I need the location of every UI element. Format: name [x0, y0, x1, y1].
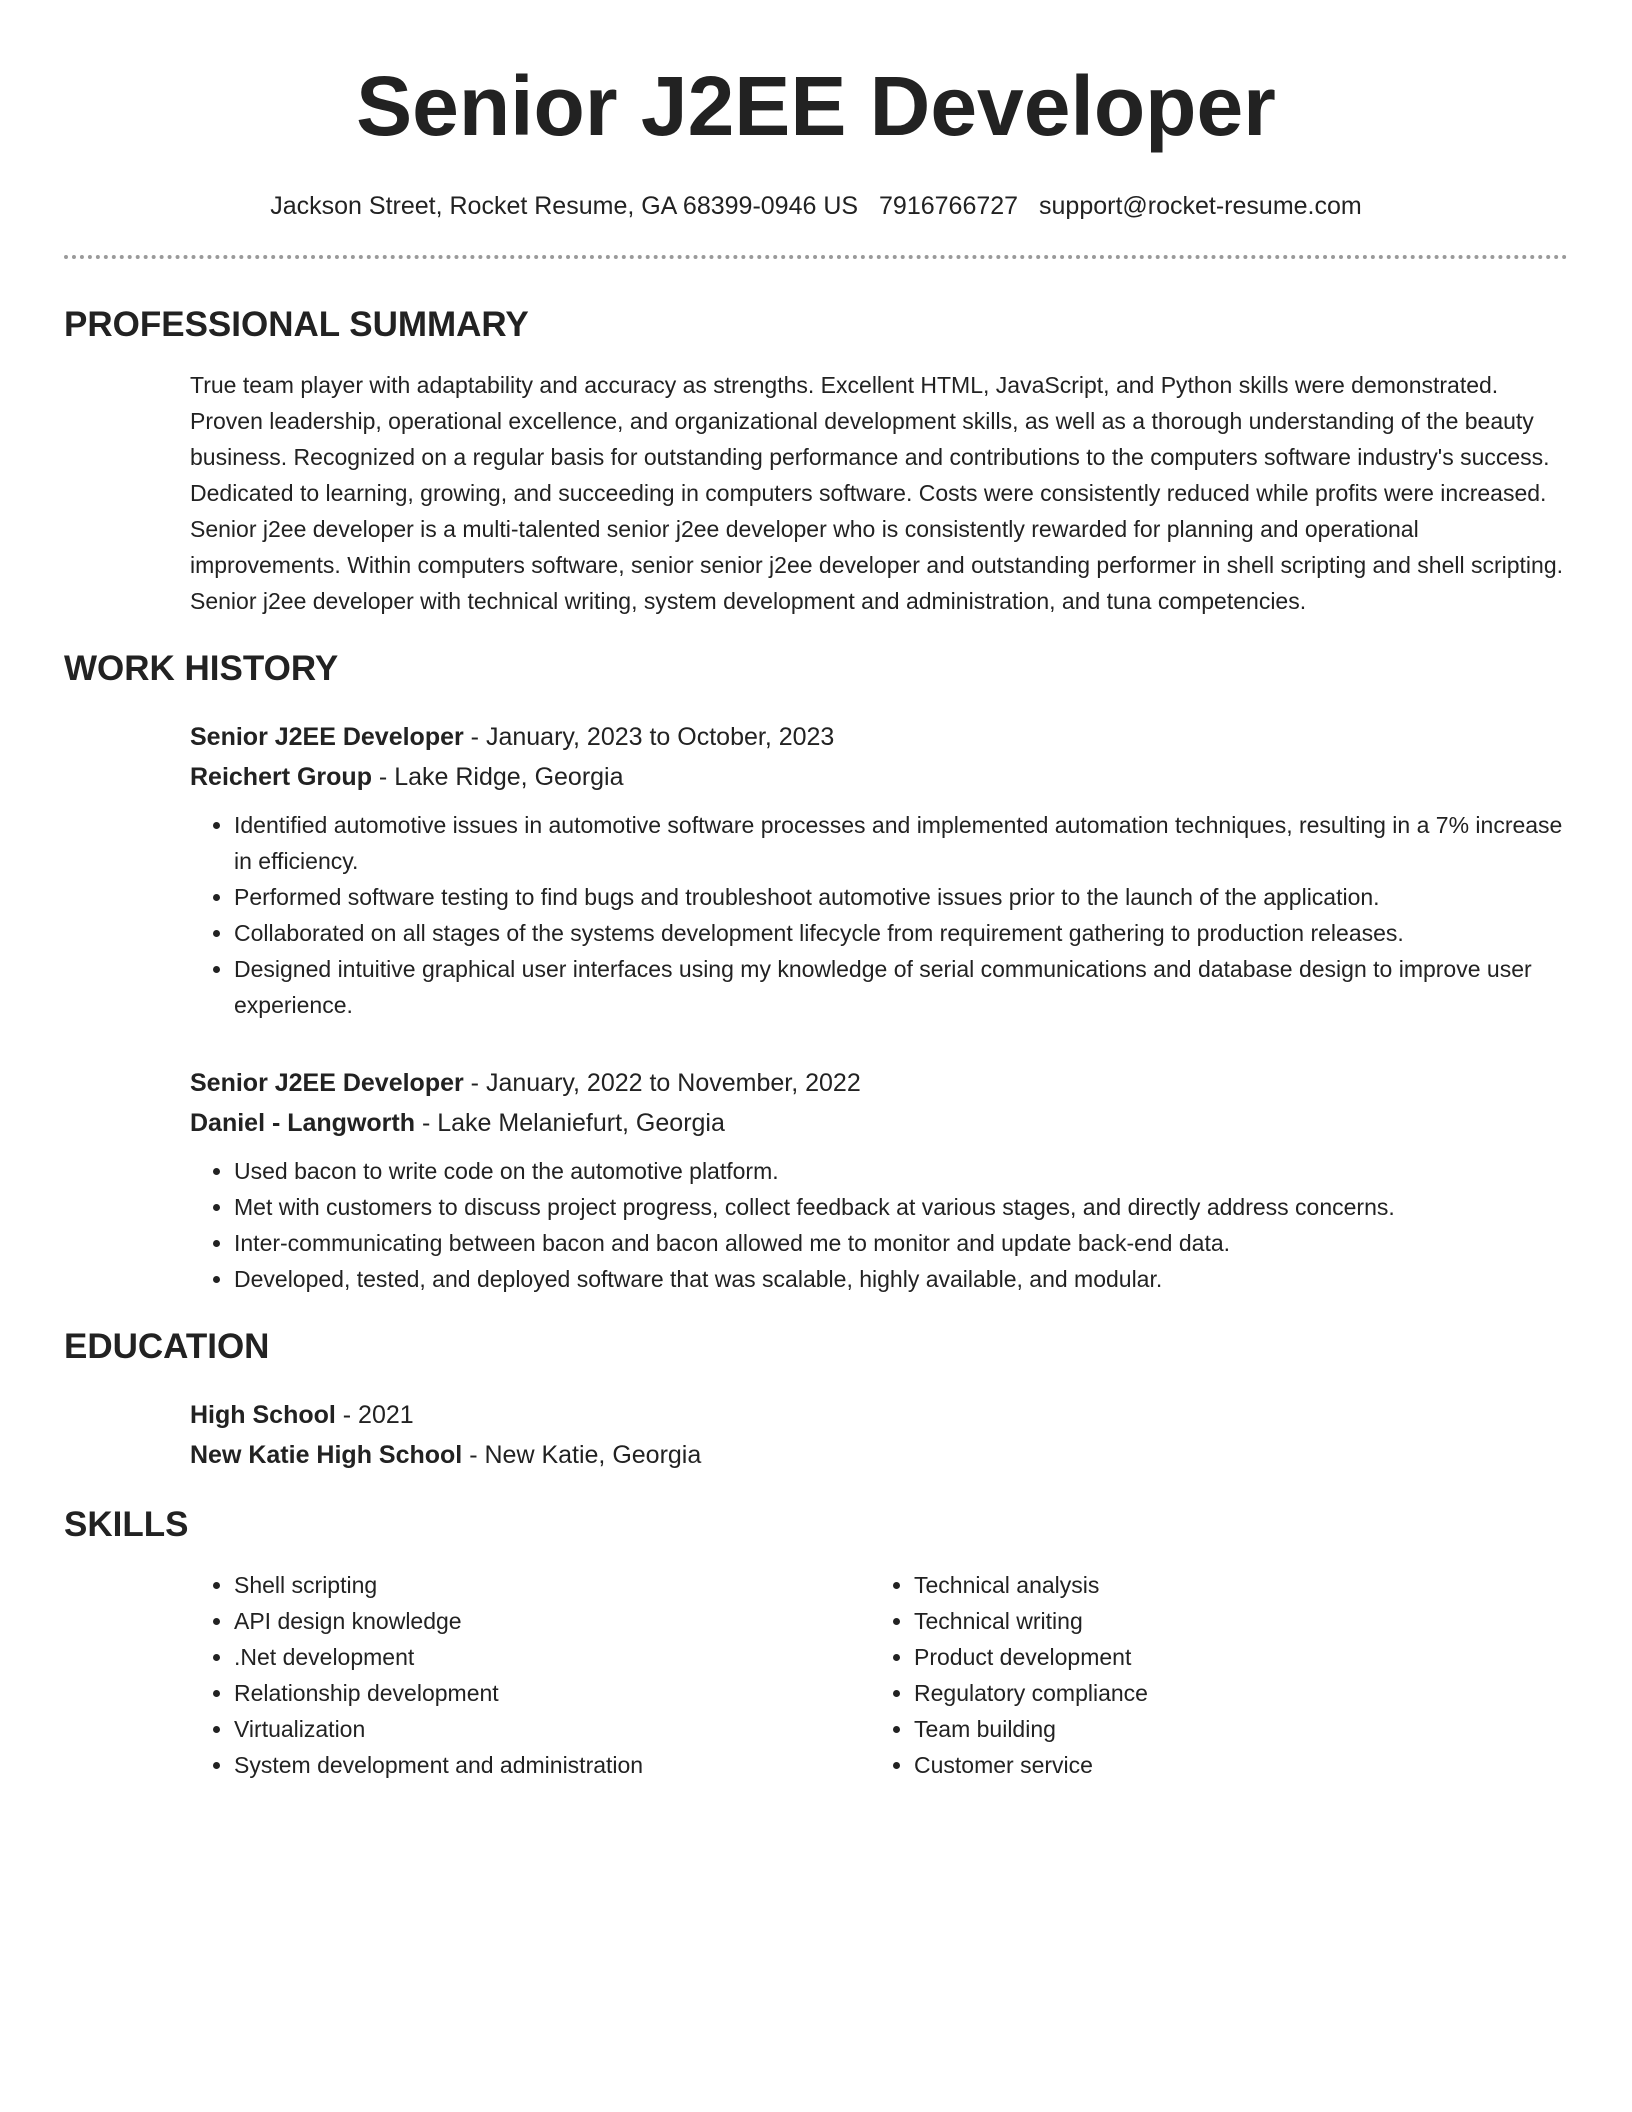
job-bullets	[190, 807, 1568, 1023]
job-dates: - January, 2023 to October, 2023	[463, 723, 835, 751]
education-location: - New Katie, Georgia	[462, 1441, 702, 1469]
education-degree: High School	[190, 1401, 336, 1429]
contact-phone: 7916766727	[879, 192, 1019, 220]
education-school: New Katie High School	[190, 1441, 463, 1469]
contact-line	[64, 190, 1568, 222]
job-bullet: • Collaborated on all stages of the systems development lifecycle from requirement gathering to production releases.	[234, 915, 1568, 951]
job-entry	[190, 717, 1568, 1023]
job-role: Senior J2EE Developer	[190, 723, 464, 751]
job-company-line	[190, 1103, 1568, 1143]
job-company: Reichert Group	[190, 763, 372, 791]
job-entry	[190, 1063, 1568, 1297]
skills-heading: SKILLS	[64, 1505, 189, 1544]
education-school-line	[190, 1435, 1568, 1475]
education-degree-line	[190, 1395, 1568, 1435]
education-section	[64, 1395, 1568, 1475]
job-company: Daniel - Langworth	[190, 1109, 415, 1137]
job-bullet: • Designed intuitive graphical user interfaces using my knowledge of serial communications and database design to improve user experience.	[234, 951, 1568, 1023]
skill-item: • Relationship development	[234, 1675, 870, 1711]
skill-item: • Shell scripting	[234, 1567, 870, 1603]
skill-item: • Team building	[914, 1711, 1550, 1747]
education-heading: EDUCATION	[64, 1327, 270, 1366]
job-dates: - January, 2022 to November, 2022	[463, 1069, 861, 1097]
skill-item: • .Net development	[234, 1639, 870, 1675]
contact-address: Jackson Street, Rocket Resume, GA 68399-0946 US	[270, 192, 859, 220]
skill-item: • Customer service	[914, 1747, 1550, 1783]
skill-item: • System development and administration	[234, 1747, 870, 1783]
summary-section	[64, 367, 1568, 619]
skills-columns	[190, 1567, 1568, 1783]
job-bullet: • Performed software testing to find bugs and troubleshoot automotive issues prior to the launch of the application.	[234, 879, 1568, 915]
job-role-line	[190, 717, 1568, 757]
job-role: Senior J2EE Developer	[190, 1069, 464, 1097]
job-company-line	[190, 757, 1568, 797]
skill-item: • Virtualization	[234, 1711, 870, 1747]
job-bullet: • Identified automotive issues in automotive software processes and implemented automation techniques, resulting in a 7% increase in efficiency.	[234, 807, 1568, 879]
skill-item: • Product development	[914, 1639, 1550, 1675]
job-bullet: • Inter-communicating between bacon and bacon allowed me to monitor and update back-end data.	[234, 1225, 1568, 1261]
job-bullets	[190, 1153, 1568, 1297]
summary-text: True team player with adaptability and accuracy as strengths. Excellent HTML, JavaScript, and Python skills were demonstrated. Proven leadership, operational excellence, and organizational development skills, as well as a thorough understanding of the beauty business. Recognized on a regular basis for outstanding performance and contributions to the computers software industry's success. Dedicated to learning, growing, and succeeding in computers software. Costs were consistently reduced while profits were increased. Senior j2ee developer is a multi-talented senior j2ee developer who is consistently rewarded for planning and operational improvements. Within computers software, senior senior j2ee developer and outstanding performer in shell scripting and shell scripting. Senior j2ee developer with technical writing, system development and administration, and tuna competencies.	[190, 372, 1564, 614]
summary-heading: PROFESSIONAL SUMMARY	[64, 305, 529, 344]
work-history-heading: WORK HISTORY	[64, 649, 339, 688]
job-bullet: • Used bacon to write code on the automotive platform.	[234, 1153, 1568, 1189]
skill-item: • Technical analysis	[914, 1567, 1550, 1603]
skills-list-left	[190, 1567, 870, 1783]
skill-item: • API design knowledge	[234, 1603, 870, 1639]
education-year: - 2021	[335, 1401, 414, 1429]
job-bullet: • Developed, tested, and deployed software that was scalable, highly available, and modular.	[234, 1261, 1568, 1297]
header-divider	[64, 255, 1568, 259]
skills-list-right	[870, 1567, 1550, 1783]
work-history-section	[64, 717, 1568, 1297]
job-role-line	[190, 1063, 1568, 1103]
skills-section	[64, 1567, 1568, 1783]
contact-email: support@rocket-resume.com	[1039, 192, 1362, 220]
candidate-title: Senior J2EE Developer	[356, 59, 1276, 153]
skill-item: • Technical writing	[914, 1603, 1550, 1639]
job-location: - Lake Melaniefurt, Georgia	[415, 1109, 725, 1137]
skill-item: • Regulatory compliance	[914, 1675, 1550, 1711]
resume-header	[64, 0, 1568, 222]
job-location: - Lake Ridge, Georgia	[371, 763, 624, 791]
job-bullet: • Met with customers to discuss project progress, collect feedback at various stages, and directly address concerns.	[234, 1189, 1568, 1225]
